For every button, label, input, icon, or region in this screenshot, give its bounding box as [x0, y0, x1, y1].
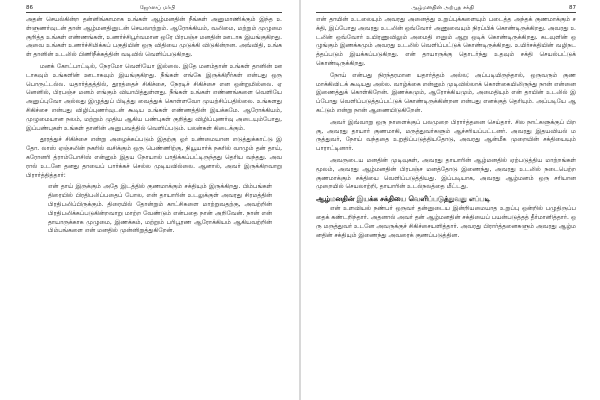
right-running-title: ஆழ்மனதின் அற்புத சக்தி: [410, 4, 475, 11]
right-page: [300, 0, 600, 400]
left-page-number: 86: [26, 5, 33, 11]
right-paragraph-4: அவருடைய மனதின் முடிவுகள், அவரது தாயாரின் ஆழ்மனதில் ஏற்படுத்திய மாற்றங்கள் மூலம், அவரது ஆழ்மனதின் பிரபஞ்ச மனத்தோடு இணைந்து, அவரது உடலில் நடைபெற்ற குணமாக்கும் சக்தியை வெளிப்படுத்தியது. இப்படியாக, அவரது ஆழ்மனம் ஒரு சரியான முறையில் செயலாற்றி, தாயாரின் உடல்நலத்தை மீட்டது.: [316, 156, 576, 191]
left-page-header: [26, 4, 282, 13]
left-paragraph-1: அதன் செயல்கின்ற தன்னிங்காமாக உங்கள் ஆழ்மனதின் நீங்கள் அனுமாணிக்கும் இந்த உள்ளுணர்வுடன் தான் ஆழ்மனதினுடன் செயலாற்றும். ஆரோக்கியம், வலிமை, மற்றும் முழுமை குறித்த உங்கள் எண்ணங்கள், உணர்ச்சிபூர்வமான ஒரே பிரபஞ்ச மனதின் ஊடாக இயங்குகிறது. அவை உங்கள் உணர்ச்சிமிக்கப் பகுதியின் ஒரு விதியை முடுக்கி விடுகின்றன. அவ்விதி, உங்கள் தானின் உடலில் பிணிநீக்கத்தின் வடிவில் வெளிப்படுகிறது.: [26, 16, 282, 59]
right-page-number: 87: [569, 5, 576, 11]
left-paragraph-2: மனக் கோட்பாட்டில், நேரமோ வெளியோ இல்லை. இதே மனம்தான் உங்கள் தானின் ஊடாகவும் உங்களின் ஊடாகவும் இயங்குகிறது. நீங்கள் எங்கே இருக்கிறீர்கள் என்பது ஒரு பொருட்டல்ல. யதார்த்தத்தில், தூரத்தைச் சிகிச்சை, நேரடிச் சிகிச்சை என ஒன்றுமில்லை. ஏனெனில், பிரபஞ்ச மனம் எங்கும் வியாபித்துள்ளது. நீங்கள் உங்கள் எண்ணங்களை வெளியே அனுப்புவோ அல்லது இழுத்துப் பிடித்து வைத்துக் கொள்ளவோ முயற்சிப்பதில்லை. உங்களது சிகிச்சை என்பது விழிப்புணர்வுடன் கூடிய உங்கள் எண்ணத்தின் இயக்கமே. ஆரோக்கியம், முழுமையான நலம், மற்றும் முதிய ஆகிய பண்புகள் குறித்து விழிப்புணர்வு அடையும்போது, இப்பண்புகள் உங்கள் தானின் அனுபவத்தில் வெளிப்படும். பலன்கள் கிடைக்கும்.: [26, 62, 282, 132]
section-heading: ஆழ்மனதின் இயக்க சக்தியை வெளிப்படுத்துவது எப்படி: [316, 195, 490, 204]
right-paragraph-2: நோய் என்பது நிரந்தரமான யதார்த்தம் அல்ல; அப்படியிருந்தால், ஒருவரும் குணமாக்கிவிடக் கூடியது அல்ல. வாழ்க்கை என்னும் முடிவில்லாக் கொள்கையிலிருந்து நான் என்னை இணைத்துக் கொள்கிறேன். இணக்கமும், ஆரோக்கியமும், அமைதியும் என் தாயின் உடலில் இப்போது வெளிப்படுத்தப்பட்டுக் கொண்டிருக்கின்றன என்பது எனக்குத் தெரியும். அப்படியே ஆகட்டும் என்று நான் ஆணையிடுகிறேன்.: [316, 71, 576, 114]
right-final-paragraph: என் உளவியல் நண்பர் ஒருவர் தன்னுடைய இன்றியமையாத உறுப்பு ஒன்றில் பழுதிருப்பதைக் கண்டறிந்தார். அதனால் அவர் தன் ஆழ்மனதின் சக்தியைப் பயன்படுத்தத் தீர்மானித்தார். ஒரு மருத்துவர் உடனே அவருக்குச் சிகிச்சையளித்தார். அவரது பிரார்த்தனைகளும் அவரது ஆழ்மனதின் சக்தியும் இணைந்து அவரைக் குணப்படுத்தின.: [316, 205, 576, 239]
right-paragraph-3: அவர் இவ்வாறு ஒரு நாளைக்குப் பலமுறை பிரார்த்தனை செய்தார். சில நாட்களுக்குப் பிறகு, அவரது தாயார் குணமாகி, மருத்துவர்களும் ஆச்சரியப்பட்டனர். அவரது இதயவியல் மருத்துவர், நோய் வந்ததை உறுதிப்படுத்தியதோடு, அவரது ஆன்மீக முறையின் சக்தியையும் பாராட்டினார்.: [316, 118, 576, 153]
left-paragraph-3: தூரத்துச் சிகிச்சை என்று அழைக்கப்படும் இதற்கு ஓர் உண்மையான எடுத்துக்காட்டு இதோ. லாஸ் ஏஞ்சலின் நகரில் வசிக்கும் ஒரு பெண்ணிற்கு, நியூயார்க் நகரில் வாழும் தன் தாய், கரோனரி த்ராம்போசிஸ் என்னும் இதய நோயால் பாதிக்கப்பட்டிருந்தது தெரிய வந்தது. அவரால் உடனே தனது தாயைப் பார்க்கச் செல்ல முடியவில்லை. ஆனால், அவர் இருக்கிறவாறு பிரார்த்தித்தார்:: [26, 136, 282, 179]
right-page-header: [316, 4, 576, 13]
left-running-title: ஜோஸப் மர்பி: [139, 4, 176, 11]
left-quote: என் தாய் இருக்கும் அதே இடத்தில் குணமாக்கும் சக்தியும் இருக்கிறது. பிம்பங்கள் திரையில் பிரதிபலிப்பதைப் போல, என் தாயாரின் உடலுக்குள் அவரது சிரமத்தின் பிரதிபலிப்பிருக்கும். திரையில் தோன்றும் காட்சிகளை மாற்றுவதற்கு, அவற்றின் பிரதிபலிக்கப்படுகின்றவாறு மாற்ற வேண்டும் என்பதை நான் அறிவேன். நான் என் தாயாருக்காக முழுமை, இணக்கம், மற்றும் பரிபூரண ஆரோக்கியம் ஆகியவற்றின் பிம்பங்களை என் மனதில் முன்னிறுத்துகிறேன்.: [48, 183, 272, 235]
right-paragraph-1: என் தாயின் உடலையும் அவரது அனைத்து உறுப்புக்களையும் படைத்த அந்தக் குணமாக்கும் சக்தி, இப்போது அவரது உடலின் ஒவ்வோர் அணுவையும் நிரப்பிக் கொண்டிருக்கிறது. அவரது உடலின் ஒவ்வோர் உயிரணுவிலும் அமைதி எனும் ஆறு ஒடிக் கொண்டிருக்கிறது. கடவுளின் ஒழுங்கும் இணக்கமும் அவரது உடலில் வெளிப்பட்டுக் கொண்டிருக்கிறது. உயிர்சக்தியின் வழிநடத்தப்படும் இயக்கப்படுகிறது. என் தாயாருக்கு தொடர்ந்து உதவும் சக்தி செயல்பட்டுக் கொண்டிருக்கிறது.: [316, 16, 576, 67]
